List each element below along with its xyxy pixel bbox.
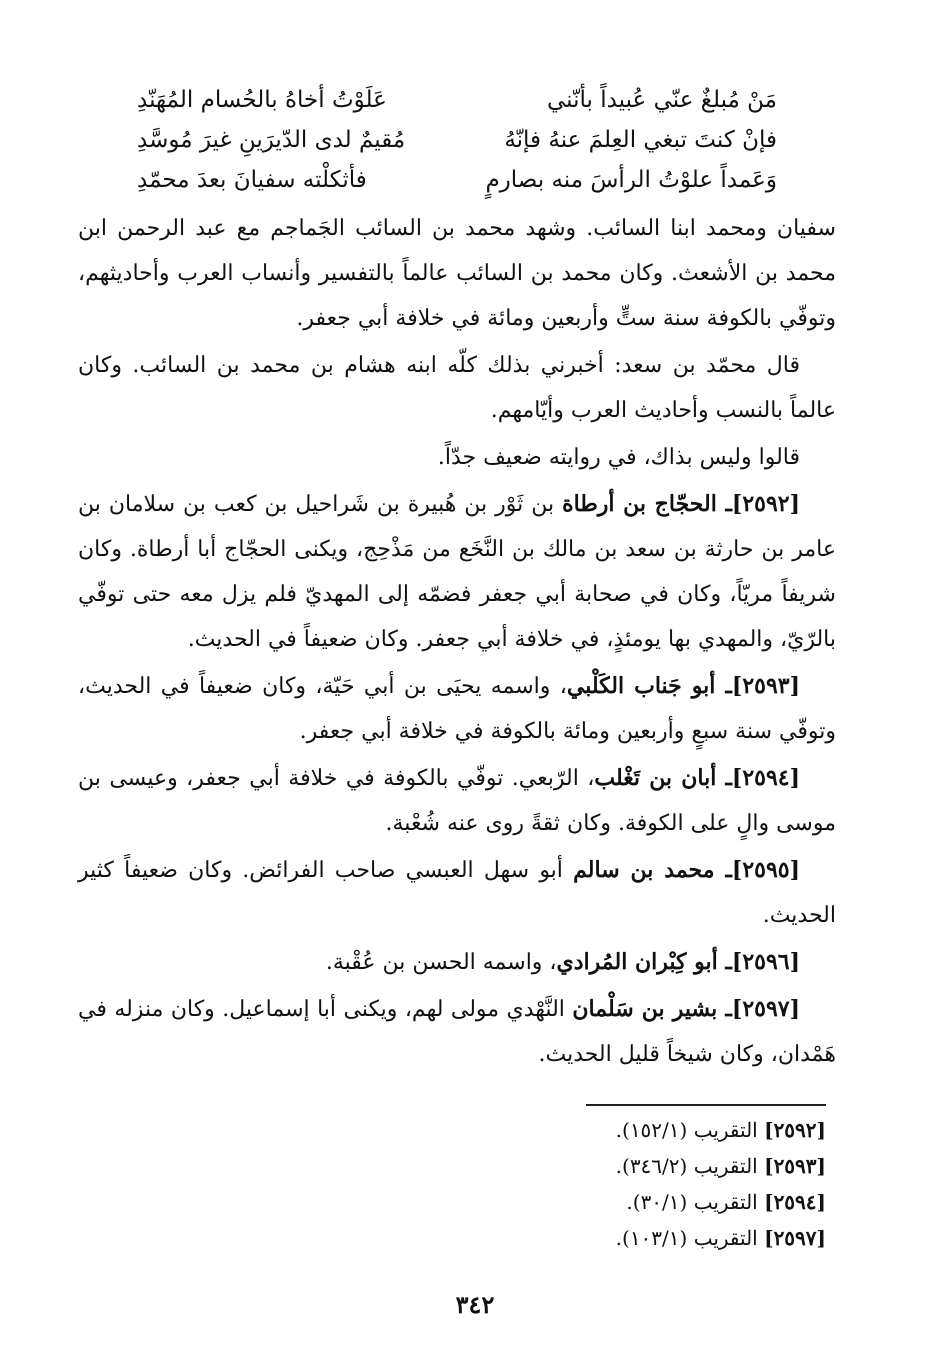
biography-entry <box>78 987 836 1077</box>
biography-entry <box>78 664 836 754</box>
poem <box>137 80 777 200</box>
footnotes <box>586 1104 826 1256</box>
footnote-id: [٢٥٩٤] <box>764 1190 826 1214</box>
body-paragraph: قال محمّد بن سعد: أخبرني بذلك كلّه ابنه هشام بن محمد بن السائب. وكان عالماً بالنسب وأحاديث العرب وأيّامهم. <box>78 353 836 423</box>
poem-hemistich-first: فإنْ كنتَ تبغي العِلمَ عنهُ فإنّهُ <box>504 127 777 153</box>
footnote <box>586 1184 826 1220</box>
entry-number: [٢٥٩٢] <box>731 491 801 517</box>
poem-verse <box>137 80 777 120</box>
entry-heading: ـ الحجّاج بن أرطاة <box>562 491 732 517</box>
poem-verse <box>137 160 777 200</box>
entry-number: [٢٥٩٧] <box>731 996 800 1022</box>
entry-number: [٢٥٩٦] <box>731 949 800 975</box>
poem-hemistich-second: مُقيمٌ لدى الدّيرَينِ غيرَ مُوسَّدِ <box>137 127 406 153</box>
footnote-text: التقريب (١٠٣/١). <box>615 1226 765 1250</box>
entry-heading: ـ محمد بن سالم <box>573 857 732 883</box>
entry-text: ، واسمه يحيَى بن أبي حَيّة، وكان ضعيفاً في الحديث، وتوفّي سنة سبعٍ وأربعين ومائة بالكوفة في خلافة أبي جعفر. <box>78 674 836 744</box>
footnote-text: التقريب (٣٠/١). <box>626 1190 765 1214</box>
entry-heading: ـ أبو كِبْران المُرادي <box>556 949 732 975</box>
footnote <box>586 1148 826 1184</box>
body-paragraph: سفيان ومحمد ابنا السائب. وشهد محمد بن السائب الجَماجم مع عبد الرحمن ابن محمد بن الأشعث. وكان محمد بن السائب عالماً بالتفسير وأنساب العرب وأحاديثهم، وتوفّي بالكوفة سنة ستٍّ وأربعين ومائة في خلافة أبي جعفر. <box>78 216 836 331</box>
entry-text: ، واسمه الحسن بن عُقْبة. <box>325 950 557 975</box>
footnote-id: [٢٥٩٣] <box>764 1154 826 1178</box>
poem-hemistich-first: وَعَمداً علوْتُ الرأسَ منه بصارمٍ <box>485 167 777 193</box>
biography-entry <box>78 848 836 938</box>
footnote <box>586 1220 826 1256</box>
poem-hemistich-first: مَنْ مُبلغٌ عنّي عُبيداً بأنّني <box>546 87 777 113</box>
poem-hemistich-second: فأثكلْته سفيانَ بعدَ محمّدِ <box>137 167 367 193</box>
page-body <box>78 80 836 1079</box>
footnote-text: التقريب (١٥٢/١). <box>615 1118 765 1142</box>
body-paragraph: قالوا وليس بذاك، في روايته ضعيف جدّاً. <box>437 445 800 470</box>
entry-text: أبو سهل العبسي صاحب الفرائض. وكان ضعيفاً كثير الحديث. <box>78 858 836 928</box>
entry-text: ، الرّبعي. توفّي بالكوفة في خلافة أبي جعفر، وعيسى بن موسى والٍ على الكوفة. وكان ثقةً روى عنه شُعْبة. <box>78 766 836 836</box>
entry-number: [٢٥٩٤] <box>731 765 801 791</box>
biography-entry <box>78 756 836 846</box>
entry-heading: ـ أبان بن تَغْلب <box>594 765 732 791</box>
poem-hemistich-second: عَلَوْتُ أخاهُ بالحُسام المُهَنّدِ <box>137 87 387 113</box>
entry-text: النَّهْدي مولى لهم، ويكنى أبا إسماعيل. وكان منزله في هَمْدان، وكان شيخاً قليل الحديث. <box>78 997 836 1067</box>
biography-entry <box>78 940 836 985</box>
biography-entry <box>78 482 836 662</box>
page-number: ٣٤٢ <box>455 1290 495 1319</box>
footnote-id: [٢٥٩٧] <box>764 1226 826 1250</box>
footnote <box>586 1112 826 1148</box>
poem-verse <box>137 120 777 160</box>
footnote-id: [٢٥٩٢] <box>764 1118 826 1142</box>
entry-number: [٢٥٩٥] <box>731 857 800 883</box>
footnote-text: التقريب (٣٤٦/٢). <box>615 1154 765 1178</box>
entry-text: بن ثَوْر بن هُبيرة بن شَراحيل بن كعب بن سلامان بن عامر بن حارثة بن سعد بن مالك بن النَّخَع من مَذْحِج، ويكنى الحجّاج أبا أرطاة. وكان شريفاً مريّاً، وكان في صحابة أبي جعفر فضمّه إلى المهديّ فلم يزل معه حتى توفّي بالرّيّ، والمهدي بها يومئذٍ، في خلافة أبي جعفر. وكان ضعيفاً في الحديث. <box>78 492 836 652</box>
entry-heading: ـ بشير بن سَلْمان <box>572 996 732 1022</box>
entry-heading: ـ أبو جَناب الكَلْبي <box>566 673 732 699</box>
entry-number: [٢٥٩٣] <box>731 673 800 699</box>
